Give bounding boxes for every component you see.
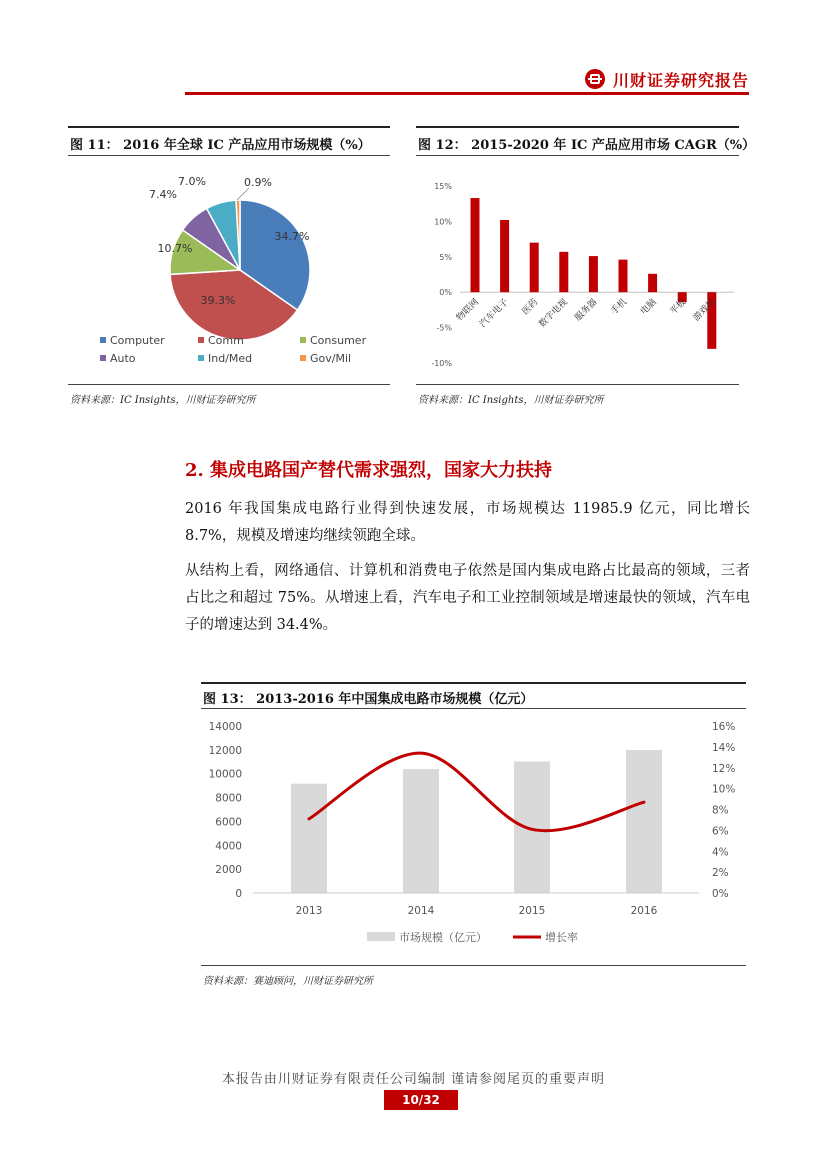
x-category-label: 服务器 xyxy=(573,297,600,324)
legend-entry: Auto xyxy=(110,352,136,365)
cagr-bar xyxy=(619,260,628,293)
pie-label: 0.9% xyxy=(244,176,272,189)
fig11-title-rule xyxy=(68,155,390,156)
cagr-bar xyxy=(648,274,657,292)
x-category-label: 游戏机 xyxy=(691,297,718,324)
market-size-bar xyxy=(626,750,662,893)
y-right-tick-label: 6% xyxy=(712,825,729,838)
fig13-title-rule xyxy=(201,708,746,709)
x-year-label: 2013 xyxy=(295,905,323,917)
footer-disclaimer: 本报告由川财证券有限责任公司编制 谨请参阅尾页的重要声明 xyxy=(221,1072,606,1087)
y-tick-label: 10% xyxy=(434,217,452,227)
x-year-label: 2015 xyxy=(518,905,546,917)
x-year-label: 2014 xyxy=(407,905,435,917)
paragraph-structure: 从结构上看，网络通信、计算机和消费电子依然是国内集成电路占比最高的领域，三者占比之和超过 75%。从增速上看，汽车电子和工业控制领域是增速最快的领域，汽车电子的增速达到 34.4%。 xyxy=(185,563,750,633)
fig11-top-rule xyxy=(68,126,390,128)
cagr-bar xyxy=(530,243,539,293)
y-right-tick-label: 14% xyxy=(712,741,736,754)
legend-swatch xyxy=(198,337,204,343)
legend-swatch xyxy=(300,337,306,343)
y-left-tick-label: 12000 xyxy=(208,744,242,757)
pie-label: 10.7% xyxy=(157,242,193,255)
fig13-combo-chart xyxy=(201,712,746,960)
legend-entry: Computer xyxy=(110,334,165,347)
legend-swatch xyxy=(300,355,306,361)
y-right-tick-label: 10% xyxy=(712,783,736,796)
x-category-label: 物联网 xyxy=(454,297,482,324)
y-tick-label: -10% xyxy=(431,359,452,368)
legend-entry: Comm xyxy=(208,334,244,347)
x-category-label: 电脑 xyxy=(638,297,659,318)
cagr-bar xyxy=(500,220,509,292)
paragraph-market-size: 2016 年我国集成电路行业得到快速发展，市场规模达 11985.9 亿元，同比增长 8.7%，规模及增速均继续领跑全球。 xyxy=(185,501,750,544)
y-left-tick-label: 4000 xyxy=(215,840,242,853)
cagr-bar xyxy=(589,256,598,292)
market-size-bar xyxy=(514,761,550,893)
y-left-tick-label: 14000 xyxy=(208,721,242,733)
fig13-top-rule xyxy=(201,682,746,684)
header-divider xyxy=(185,92,749,95)
y-right-tick-label: 0% xyxy=(712,888,729,900)
legend-swatch xyxy=(100,355,106,361)
x-category-label: 医药 xyxy=(520,297,541,318)
fig13-title: 图 13： 2013-2016 年中国集成电路市场规模（亿元） xyxy=(203,692,534,707)
fig12-bottom-rule xyxy=(416,384,739,385)
y-tick-label: 0% xyxy=(439,288,452,298)
legend-swatch-bars xyxy=(367,932,395,941)
fig11-pie-chart xyxy=(68,158,390,380)
y-left-tick-label: 10000 xyxy=(208,768,242,781)
cagr-bar xyxy=(559,252,568,292)
x-category-label: 手机 xyxy=(609,297,630,318)
x-category-label: 数字电视 xyxy=(537,297,570,330)
brand-logo-icon xyxy=(585,69,605,89)
market-size-bar xyxy=(403,769,439,893)
legend-entry: Gov/Mil xyxy=(310,352,352,365)
fig12-title: 图 12： 2015-2020 年 IC 产品应用市场 CAGR（%） xyxy=(418,138,756,153)
legend-entry: Consumer xyxy=(310,334,367,347)
page-number: 10/32 xyxy=(384,1090,458,1110)
fig13-source: 资料来源：赛迪顾问，川财证券研究所 xyxy=(203,976,373,987)
y-left-tick-label: 2000 xyxy=(215,864,242,877)
pie-label: 39.3% xyxy=(200,294,236,307)
fig12-title-rule xyxy=(416,155,739,156)
legend-swatch xyxy=(100,337,106,343)
y-right-tick-label: 2% xyxy=(712,867,729,880)
x-year-label: 2016 xyxy=(630,905,658,917)
y-left-tick-label: 6000 xyxy=(215,816,242,829)
pie-label: 7.4% xyxy=(149,188,177,201)
y-tick-label: 15% xyxy=(434,182,452,191)
fig11-source: 资料来源：IC Insights，川财证券研究所 xyxy=(70,395,256,406)
header-brand-text: 川财证券研究报告 xyxy=(612,70,749,90)
legend-entry-growth-rate: 增长率 xyxy=(545,931,578,944)
x-category-label: 汽车电子 xyxy=(478,297,511,330)
header-brand xyxy=(585,68,749,90)
y-right-tick-label: 4% xyxy=(712,846,729,859)
pie-leader-line xyxy=(237,188,249,200)
y-right-tick-label: 8% xyxy=(712,804,729,817)
fig12-bar-chart xyxy=(416,158,739,380)
y-right-tick-label: 16% xyxy=(712,721,736,733)
section-title: 2. 集成电路国产替代需求强烈，国家大力扶持 xyxy=(185,460,553,481)
legend-entry-market-size: 市场规模（亿元） xyxy=(399,931,487,944)
legend-entry: Ind/Med xyxy=(208,352,253,365)
fig11-title: 图 11： 2016 年全球 IC 产品应用市场规模（%） xyxy=(70,138,371,153)
growth-rate-line xyxy=(309,753,644,831)
y-right-tick-label: 12% xyxy=(712,762,736,775)
fig12-source: 资料来源：IC Insights，川财证券研究所 xyxy=(418,395,604,406)
pie-label: 7.0% xyxy=(178,175,206,188)
y-left-tick-label: 8000 xyxy=(215,792,242,805)
fig13-bottom-rule xyxy=(201,965,746,966)
cagr-bar xyxy=(471,198,480,292)
market-size-bar xyxy=(291,784,327,893)
legend-swatch xyxy=(198,355,204,361)
pie-label: 34.7% xyxy=(274,230,310,243)
y-left-tick-label: 0 xyxy=(235,888,242,900)
y-tick-label: -5% xyxy=(436,323,452,333)
fig11-bottom-rule xyxy=(68,384,390,385)
fig12-top-rule xyxy=(416,126,739,128)
y-tick-label: 5% xyxy=(439,252,452,262)
x-category-label: 平板 xyxy=(668,297,689,318)
